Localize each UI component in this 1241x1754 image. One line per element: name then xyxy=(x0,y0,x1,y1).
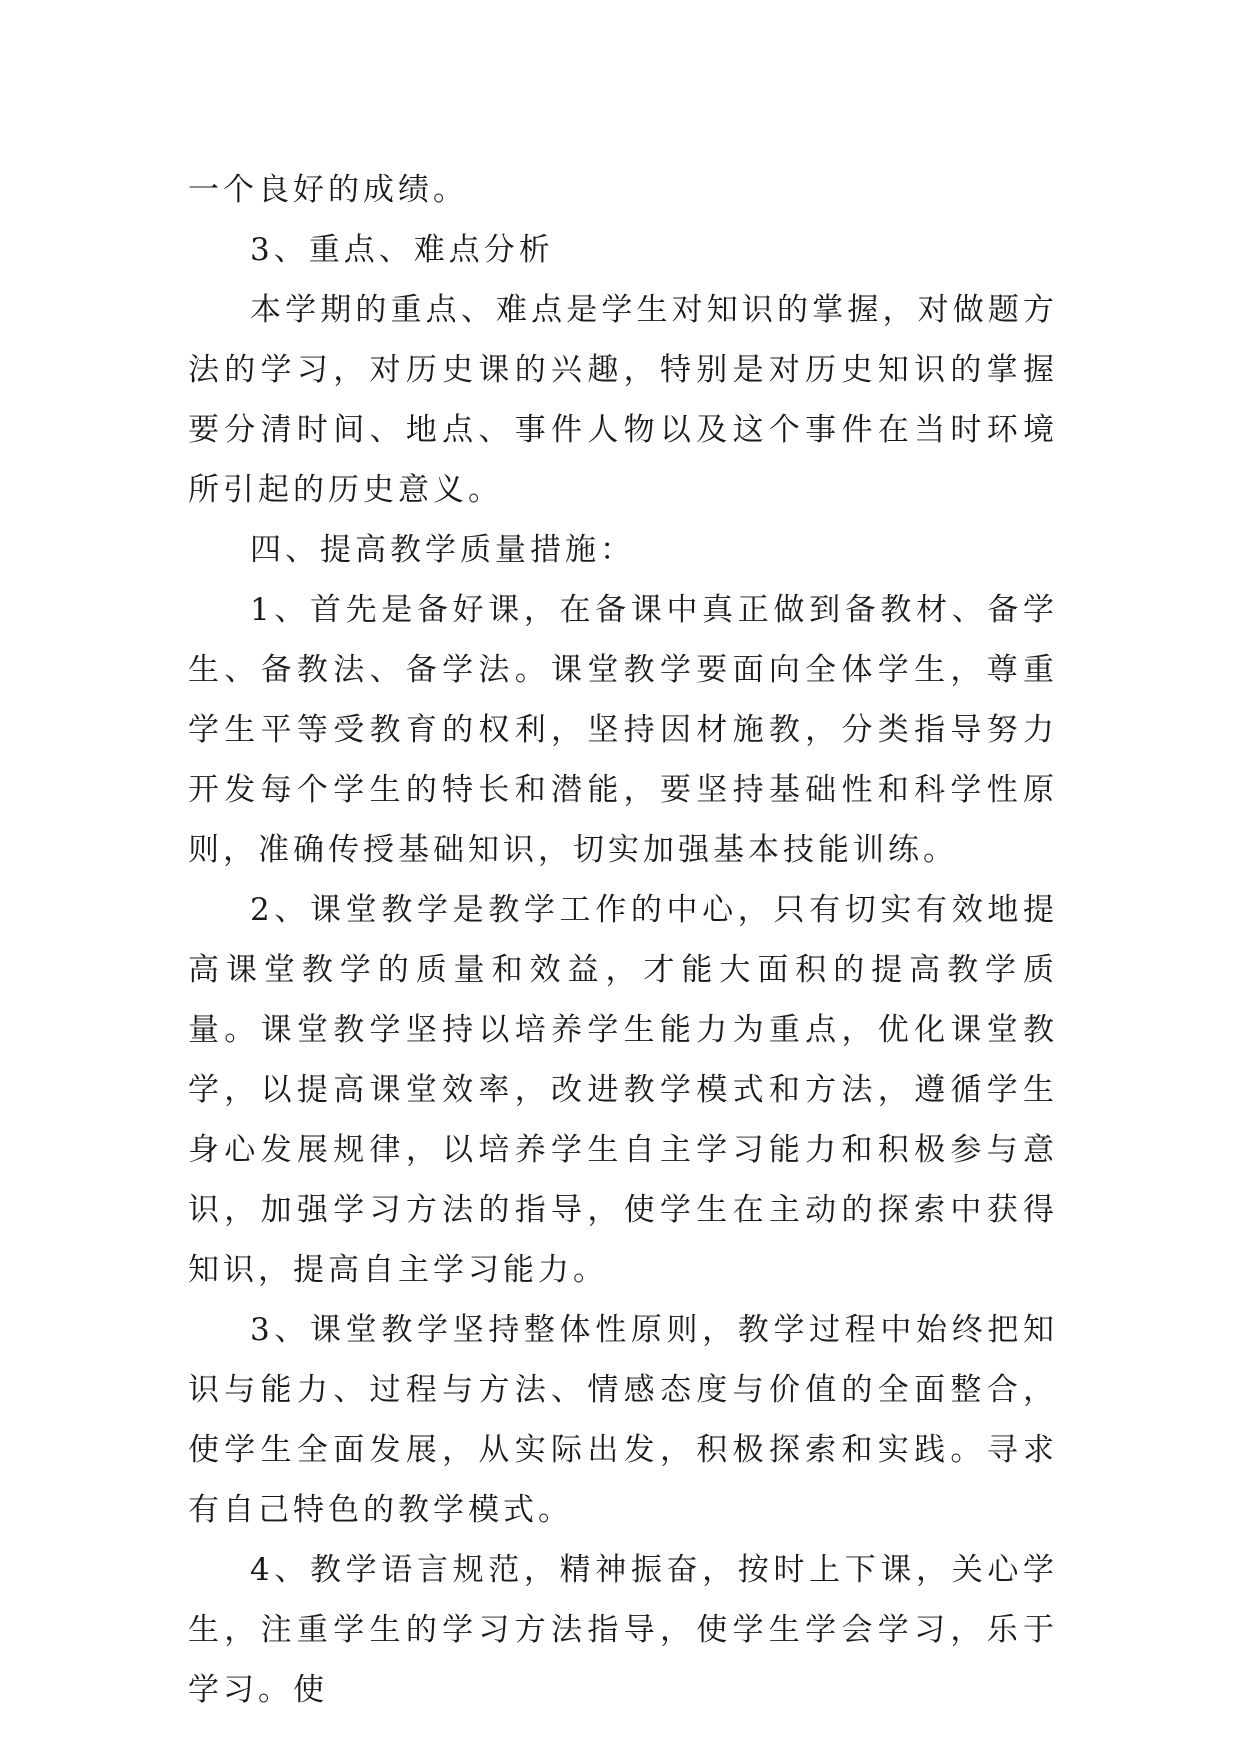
paragraph-measure-1: 1、首先是备好课，在备课中真正做到备教材、备学生、备教法、备学法。课堂教学要面向全体学生，尊重学生平等受教育的权利，坚持因材施教，分类指导努力开发每个学生的特长和潜能，要坚持基础性和科学性原则，准确传授基础知识，切实加强基本技能训练。 xyxy=(188,592,1058,868)
section-heading-key-points: 3、重点、难点分析 xyxy=(250,232,554,268)
paragraph-key-points: 本学期的重点、难点是学生对知识的掌握，对做题方法的学习，对历史课的兴趣，特别是对历史知识的掌握要分清时间、地点、事件人物以及这个事件在当时环境所引起的历史意义。 xyxy=(188,292,1058,508)
paragraph-measure-2: 2、课堂教学是教学工作的中心，只有切实有效地提高课堂教学的质量和效益，才能大面积的提高教学质量。课堂教学坚持以培养学生能力为重点，优化课堂教学，以提高课堂效率，改进教学模式和方法，遵循学生身心发展规律，以培养学生自主学习能力和积极参与意识，加强学习方法的指导，使学生在主动的探索中获得知识，提高自主学习能力。 xyxy=(188,892,1058,1288)
paragraph-measure-3: 3、课堂教学坚持整体性原则，教学过程中始终把知识与能力、过程与方法、情感态度与价值的全面整合，使学生全面发展，从实际出发，积极探索和实践。寻求有自己特色的教学模式。 xyxy=(188,1312,1058,1528)
document-page xyxy=(188,160,1058,1720)
paragraph-continuation: 一个良好的成绩。 xyxy=(188,172,468,208)
paragraph-measure-4: 4、教学语言规范，精神振奋，按时上下课，关心学生，注重学生的学习方法指导，使学生学会学习，乐于学习。使 xyxy=(188,1552,1058,1708)
section-heading-measures: 四、提高教学质量措施： xyxy=(250,532,635,568)
